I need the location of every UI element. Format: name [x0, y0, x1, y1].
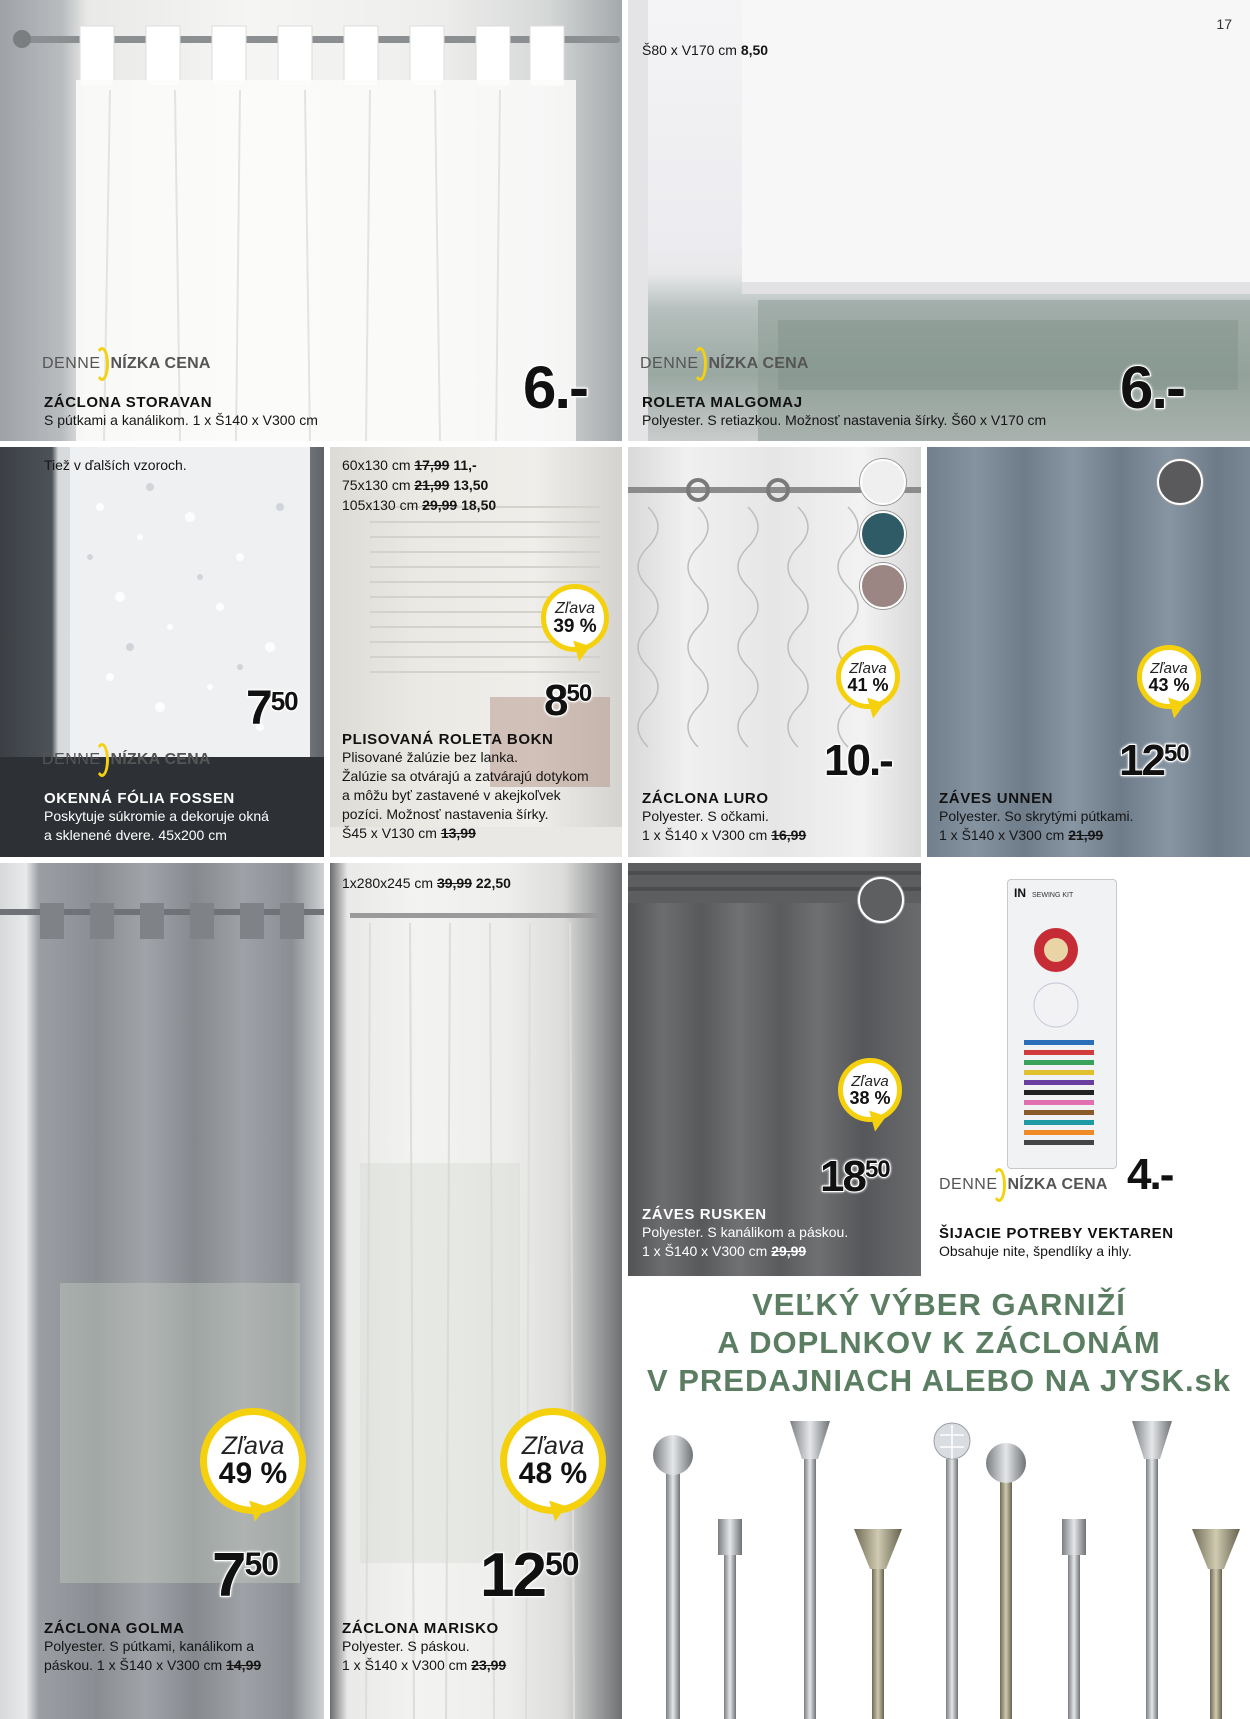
color-swatch-rose[interactable] — [860, 563, 906, 609]
variant-old-price: 17,99 — [414, 457, 450, 473]
bokn-variants — [342, 455, 496, 515]
product-desc-line — [342, 824, 589, 843]
tile-golma — [0, 863, 324, 1719]
kit-brand: IN — [1014, 886, 1026, 900]
marisko-text — [342, 1620, 506, 1675]
rusken-text — [642, 1206, 848, 1261]
old-price: 14,99 — [226, 1657, 262, 1673]
desc-size: páskou. 1 x Š140 x V300 cm — [44, 1657, 223, 1673]
desc-size: Š45 x V130 cm — [342, 825, 437, 841]
price-main: 12 — [480, 1541, 545, 1610]
unnen-text — [939, 790, 1134, 845]
badge-nizka-cena-text: NÍZKA CENA — [708, 355, 809, 372]
top-note-price: 8,50 — [740, 42, 769, 58]
color-swatch-white[interactable] — [860, 459, 906, 505]
kit-label: SEWING KIT — [1032, 892, 1074, 899]
product-desc-line — [44, 1656, 261, 1675]
price — [1120, 354, 1185, 421]
color-swatch-teal[interactable] — [860, 511, 906, 557]
product-desc: Polyester. S retiazkou. Možnosť nastavenia šírky. Š60 x V170 cm — [642, 412, 1047, 428]
product-name: OKENNÁ FÓLIA FOSSEN — [44, 790, 235, 807]
product-name: PLISOVANÁ ROLETA BOKN — [342, 731, 554, 748]
color-swatch-grey[interactable] — [1157, 459, 1203, 505]
discount-label: Zľava — [1150, 659, 1188, 677]
product-desc-line: Plisované žalúzie bez lanka. — [342, 749, 518, 765]
tile-rusken — [628, 863, 921, 1276]
desc-size: 1 x Š140 x V300 cm — [342, 1657, 468, 1673]
price-main: 7 — [246, 682, 271, 735]
discount-badge — [836, 645, 900, 709]
product-desc-line — [342, 1656, 506, 1675]
discount-percent: 38 % — [849, 1087, 891, 1108]
tile-malgomaj — [628, 0, 1250, 441]
discount-percent: 48 % — [518, 1456, 588, 1490]
product-name: ZÁCLONA GOLMA — [44, 1620, 185, 1637]
discount-badge — [1137, 645, 1201, 709]
tile-unnen — [927, 447, 1250, 857]
top-note-new-price: 22,50 — [475, 875, 511, 891]
banner-line: VEĽKÝ VÝBER GARNIŽÍ — [752, 1287, 1126, 1322]
fossen-text — [44, 790, 269, 845]
product-name: ZÁCLONA STORAVAN — [44, 394, 213, 411]
price-main: 18 — [820, 1152, 865, 1201]
price — [480, 1541, 579, 1610]
price-sup: 50 — [566, 680, 592, 707]
discount-percent: 43 % — [1148, 674, 1190, 695]
badge-denne-text: DENNE — [42, 751, 101, 768]
banner-text — [628, 1286, 1250, 1400]
discount-label: Zľava — [221, 1431, 285, 1460]
variant-row — [342, 455, 496, 475]
banner-line: A DOPLNKOV K ZÁCLONÁM — [717, 1325, 1161, 1360]
price-main: 12 — [1119, 736, 1164, 785]
banner-line: V PREDAJNIACH ALEBO NA JYSK.sk — [646, 1363, 1232, 1398]
product-desc-line: Žalúzie sa otvárajú a zatvárajú dotykom — [342, 768, 589, 784]
variant-row — [342, 475, 496, 495]
fossen-top-note: Tiež v ďalších vzoroch. — [44, 457, 187, 473]
variant-new-price: 18,50 — [461, 497, 497, 513]
product-name: ŠIJACIE POTREBY VEKTAREN — [939, 1225, 1174, 1242]
vektaren-text — [939, 1225, 1174, 1261]
badge-arc-icon — [693, 347, 707, 381]
variant-old-price: 21,99 — [414, 477, 450, 493]
price-main: 6.- — [1120, 354, 1185, 421]
variant-size: 60x130 cm — [342, 457, 411, 473]
top-note-size: Š80 x V170 cm — [642, 42, 737, 58]
tile-vektaren — [927, 863, 1250, 1276]
price-main: 4.- — [1127, 1150, 1173, 1199]
discount-badge — [838, 1058, 902, 1122]
price-sup: 50 — [864, 1156, 890, 1183]
storavan-text — [44, 394, 318, 430]
variant-new-price: 13,50 — [453, 477, 489, 493]
malgomaj-text — [642, 394, 1046, 430]
tile-storavan — [0, 0, 622, 441]
tile-banner — [628, 1276, 1250, 1719]
curtain-rods-graphic — [628, 1419, 1250, 1719]
badge-arc-icon — [95, 347, 109, 381]
old-price: 29,99 — [771, 1243, 807, 1259]
sewing-kit-contents — [1008, 880, 1118, 1170]
variant-old-price: 29,99 — [422, 497, 458, 513]
old-price: 16,99 — [771, 827, 807, 843]
nizka-cena-badge — [640, 347, 809, 381]
price — [1119, 736, 1189, 785]
badge-arc-icon — [992, 1168, 1006, 1202]
variant-size: 75x130 cm — [342, 477, 411, 493]
product-desc-line: a sklenené dvere. 45x200 cm — [44, 827, 227, 843]
old-price: 13,99 — [440, 825, 476, 841]
top-note-old-price: 39,99 — [436, 875, 472, 891]
variant-row — [342, 495, 496, 515]
price-main: 10.- — [824, 736, 892, 785]
tile-fossen — [0, 447, 324, 857]
luro-text — [642, 790, 806, 845]
price — [544, 676, 592, 725]
product-desc-line: pozíci. Možnosť nastavenia šírky. — [342, 806, 549, 822]
product-name: ROLETA MALGOMAJ — [642, 394, 803, 411]
price — [1127, 1150, 1173, 1199]
price-sup: 50 — [1163, 740, 1189, 767]
nizka-cena-badge — [42, 743, 211, 777]
product-desc: Obsahuje nite, špendlíky a ihly. — [939, 1243, 1132, 1259]
price — [212, 1541, 279, 1610]
discount-percent: 41 % — [847, 674, 889, 695]
variant-new-price: 11,- — [453, 457, 477, 473]
discount-badge — [200, 1408, 306, 1514]
product-desc-line: a môžu byť zastavené v akejkoľvek — [342, 787, 561, 803]
badge-nizka-cena-text: NÍZKA CENA — [110, 355, 211, 372]
product-desc-line — [939, 826, 1134, 845]
tile-marisko — [330, 863, 622, 1719]
color-swatch-dark-grey[interactable] — [858, 877, 904, 923]
discount-percent: 49 % — [218, 1456, 288, 1490]
malgomaj-top-note — [642, 40, 768, 60]
badge-arc-icon — [95, 743, 109, 777]
discount-label: Zľava — [849, 659, 887, 677]
price-sup: 50 — [544, 1546, 579, 1582]
price — [246, 682, 298, 735]
sewing-kit-package — [1007, 879, 1117, 1169]
badge-denne-text: DENNE — [640, 355, 699, 372]
desc-size: 1 x Š140 x V300 cm — [939, 827, 1065, 843]
product-name: ZÁVES UNNEN — [939, 790, 1054, 807]
bokn-text — [342, 731, 589, 843]
badge-nizka-cena-text: NÍZKA CENA — [1007, 1176, 1108, 1193]
discount-percent: 39 % — [553, 615, 597, 637]
product-desc-line: Polyester. S očkami. — [642, 808, 769, 824]
top-note-size: 1x280x245 cm — [342, 875, 434, 891]
price — [820, 1152, 890, 1201]
product-desc-line: Polyester. S páskou. — [342, 1638, 470, 1654]
product-name: ZÁCLONA MARISKO — [342, 1620, 499, 1637]
badge-nizka-cena-text: NÍZKA CENA — [110, 751, 211, 768]
price — [824, 736, 892, 785]
product-desc: S pútkami a kanálikom. 1 x Š140 x V300 cm — [44, 412, 318, 428]
product-desc-line — [642, 826, 806, 845]
badge-denne-text: DENNE — [939, 1176, 998, 1193]
price-main: 6.- — [523, 354, 588, 421]
product-name: ZÁVES RUSKEN — [642, 1206, 767, 1223]
discount-label: Zľava — [521, 1431, 585, 1460]
product-desc-line — [642, 1242, 848, 1261]
discount-badge — [541, 584, 609, 652]
price — [523, 354, 588, 421]
tile-luro — [628, 447, 921, 857]
product-desc-line: Polyester. So skrytými pútkami. — [939, 808, 1134, 824]
marisko-top-note — [342, 873, 511, 893]
nizka-cena-badge — [939, 1168, 1108, 1202]
nizka-cena-badge — [42, 347, 211, 381]
page-number: 17 — [1216, 16, 1232, 32]
product-desc-line: Poskytuje súkromie a dekoruje okná — [44, 808, 269, 824]
vektaren-photo — [927, 863, 1250, 1276]
price-main: 8 — [544, 676, 567, 725]
product-name: ZÁCLONA LURO — [642, 790, 769, 807]
price-sup: 50 — [244, 1546, 279, 1582]
variant-size: 105x130 cm — [342, 497, 419, 513]
desc-size: 1 x Š140 x V300 cm — [642, 1243, 768, 1259]
discount-label: Zľava — [554, 599, 596, 617]
discount-label: Zľava — [851, 1072, 889, 1090]
tile-bokn — [330, 447, 622, 857]
product-desc-line: Polyester. S pútkami, kanálikom a — [44, 1638, 255, 1654]
badge-denne-text: DENNE — [42, 355, 101, 372]
discount-badge — [500, 1408, 606, 1514]
golma-text — [44, 1620, 261, 1675]
desc-size: 1 x Š140 x V300 cm — [642, 827, 768, 843]
price-sup: 50 — [270, 686, 298, 716]
old-price: 21,99 — [1068, 827, 1104, 843]
product-desc-line: Polyester. S kanálikom a páskou. — [642, 1224, 849, 1240]
price-main: 7 — [212, 1541, 245, 1610]
old-price: 23,99 — [471, 1657, 507, 1673]
